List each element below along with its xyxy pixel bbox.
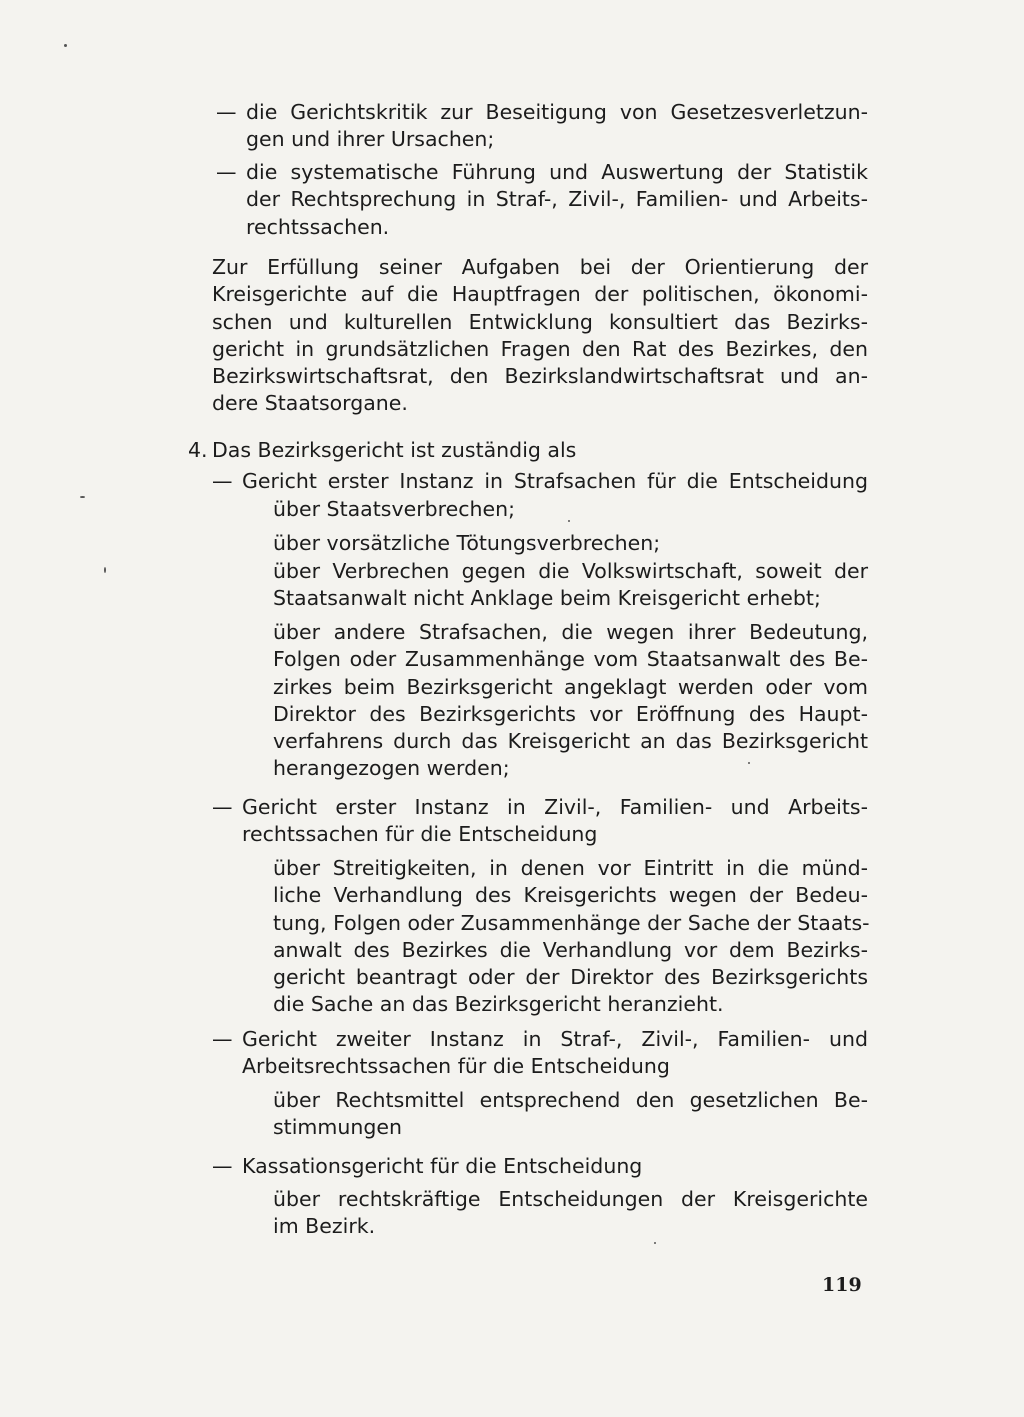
bullet-dash: —: [216, 100, 237, 124]
item-dash: —: [212, 795, 233, 819]
item-heading: Gericht zweiter Instanz in Straf-, Zivil-, Familien- und Arbeitsrechtssachen für die Entscheidung: [242, 1027, 868, 1079]
sub-item: über Streitigkeiten, in denen vor Eintritt in die münd- liche Verhandlung des Kreisgerichts wegen der Bedeu- tung, Folgen oder Zusammenhänge der Sache der Staats- anwalt des Bezirkes die Verhandlung vor dem Bezirks- gericht beantragt oder der Direktor des Bezirksgerichts die Sache an das Bezirksgericht heranzieht.: [273, 856, 870, 1017]
sub-item: über Staatsverbrechen;: [273, 497, 516, 521]
page-number: 119: [822, 1274, 862, 1296]
scan-speck: [104, 567, 106, 573]
bullet-text: die systematische Führung und Auswertung der Statistik der Rechtsprechung in Straf-, Zivil-, Familien- und Arbeits- rechtssachen.: [246, 160, 868, 239]
scan-speck: [64, 44, 67, 47]
bullet-dash: —: [216, 160, 237, 184]
sub-item: über vorsätzliche Tötungsverbrechen;: [273, 531, 661, 555]
item-dash: —: [212, 1154, 233, 1178]
item-heading: Gericht erster Instanz in Zivil-, Familien- und Arbeits- rechtssachen für die Entscheidung: [242, 795, 868, 847]
section-number: 4.: [188, 438, 208, 462]
item-dash: —: [212, 1027, 233, 1051]
sub-item: über andere Strafsachen, die wegen ihrer Bedeutung, Folgen oder Zusammenhänge vom Staatsanwalt des Be- zirkes beim Bezirksgericht angeklagt werden oder vom Direktor des Bezirksgerichts vor Eröffnung des Haupt- verfahrens durch das Kreisgericht an das Bezirksgericht herangezogen werden;: [273, 620, 868, 781]
sub-item: über Rechtsmittel entsprechend den gesetzlichen Be- stimmungen: [273, 1088, 868, 1140]
scan-speck: [568, 520, 570, 522]
item-heading: Gericht erster Instanz in Strafsachen für die Entscheidung: [242, 469, 868, 493]
scan-speck: [80, 496, 85, 498]
item-dash: —: [212, 469, 233, 493]
scan-speck: [654, 1242, 656, 1244]
section-intro: Das Bezirksgericht ist zuständig als: [212, 438, 577, 462]
sub-item: über Verbrechen gegen die Volkswirtschaft, soweit der Staatsanwalt nicht Anklage beim Kreisgericht erhebt;: [273, 559, 868, 611]
body-paragraph: Zur Erfüllung seiner Aufgaben bei der Orientierung der Kreisgerichte auf die Hauptfragen der politischen, ökonomi- schen und kulturellen Entwicklung konsultiert das Bezirks- gericht in grundsätzlichen Fragen den Rat des Bezirkes, den Bezirkswirtschaftsrat, den Bezirkslandwirtschaftsrat und an- dere Staatsorgane.: [212, 255, 868, 416]
scan-speck: [748, 762, 750, 764]
item-heading: Kassationsgericht für die Entscheidung: [242, 1154, 643, 1178]
sub-item: über rechtskräftige Entscheidungen der Kreisgerichte im Bezirk.: [273, 1187, 868, 1239]
bullet-text: die Gerichtskritik zur Beseitigung von Gesetzesverletzun- gen und ihrer Ursachen;: [246, 100, 868, 152]
